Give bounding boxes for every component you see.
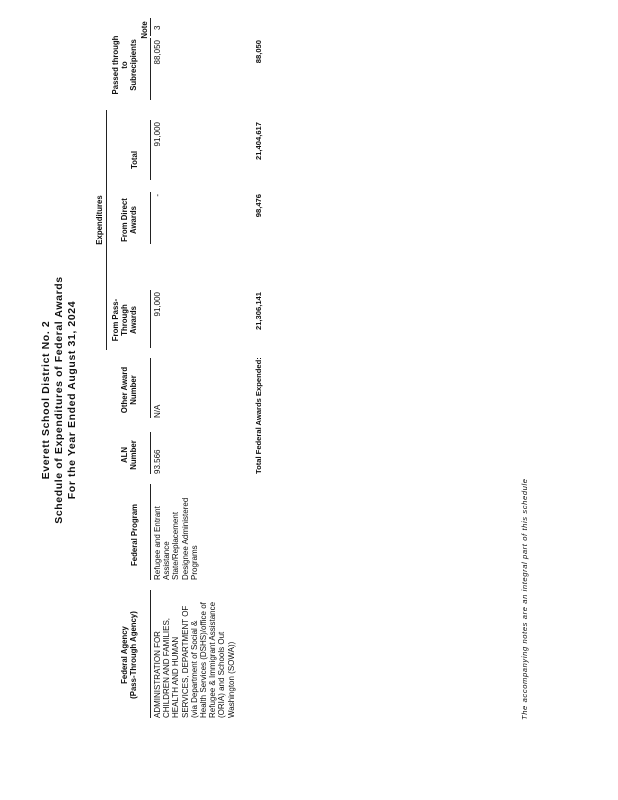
total-subrecipients: 88,050	[254, 40, 263, 64]
header-rule-subrecipients	[150, 38, 151, 100]
col-header-subrecipients: Passed through to Subrecipients	[111, 35, 138, 95]
col-header-note: Note	[140, 21, 149, 39]
col-header-direct: From Direct Awards	[120, 198, 138, 242]
total-pass-through: 21,306,141	[254, 292, 263, 331]
expenditures-group-rule	[106, 110, 107, 350]
expenditures-group-header: Expenditures	[95, 195, 104, 245]
header-rule-pass	[150, 290, 151, 348]
total-total: 21,404,617	[254, 122, 263, 161]
col-header-pass-through: From Pass- Through Awards	[111, 298, 138, 342]
header-rule-agency	[150, 590, 151, 718]
row-agency: ADMINISTRATION FOR CHILDREN AND FAMILIES, HEALTH AND HUMAN SERVICES, DEPARTMENT OF (via Department of Social & Health Services (DSHS)/office of Refugee & Immigrant Assistance (ORIA) and Schools Out Washington (SOWA))	[153, 601, 236, 718]
row-aln: 93.566	[153, 449, 162, 474]
col-header-other-award: Other Award Number	[120, 366, 138, 414]
row-subrecipients: 88,050	[153, 40, 162, 65]
header-rule-note	[150, 18, 151, 36]
total-label: Total Federal Awards Expended:	[254, 357, 263, 474]
header-rule-program	[150, 484, 151, 580]
header-rule-total	[150, 120, 151, 180]
report-title-district: Everett School District No. 2	[40, 320, 52, 480]
col-header-aln: ALN Number	[120, 440, 138, 470]
col-header-program: Federal Program	[130, 504, 139, 566]
header-rule-other	[150, 358, 151, 418]
schedule-footnote: The accompanying notes are an integral part of this schedule	[520, 478, 529, 720]
header-rule-direct	[150, 192, 151, 244]
col-header-total: Total	[130, 150, 139, 170]
row-program: Refugee and Entrant Assistance State/Replacement Designee Administered Programs	[153, 497, 199, 580]
report-title-schedule: Schedule of Expenditures of Federal Awards	[53, 276, 65, 524]
total-direct: 98,476	[254, 194, 263, 218]
row-total: 91,000	[153, 122, 162, 147]
header-rule-aln	[150, 432, 151, 474]
row-pass-through: 91,000	[153, 292, 162, 317]
col-header-agency: Federal Agency (Pass-Through Agency)	[120, 611, 138, 699]
row-direct: -	[153, 194, 162, 197]
report-title-period: For the Year Ended August 31, 2024	[66, 300, 78, 500]
row-note: 3	[153, 25, 162, 30]
row-other-award: N/A	[153, 404, 162, 418]
